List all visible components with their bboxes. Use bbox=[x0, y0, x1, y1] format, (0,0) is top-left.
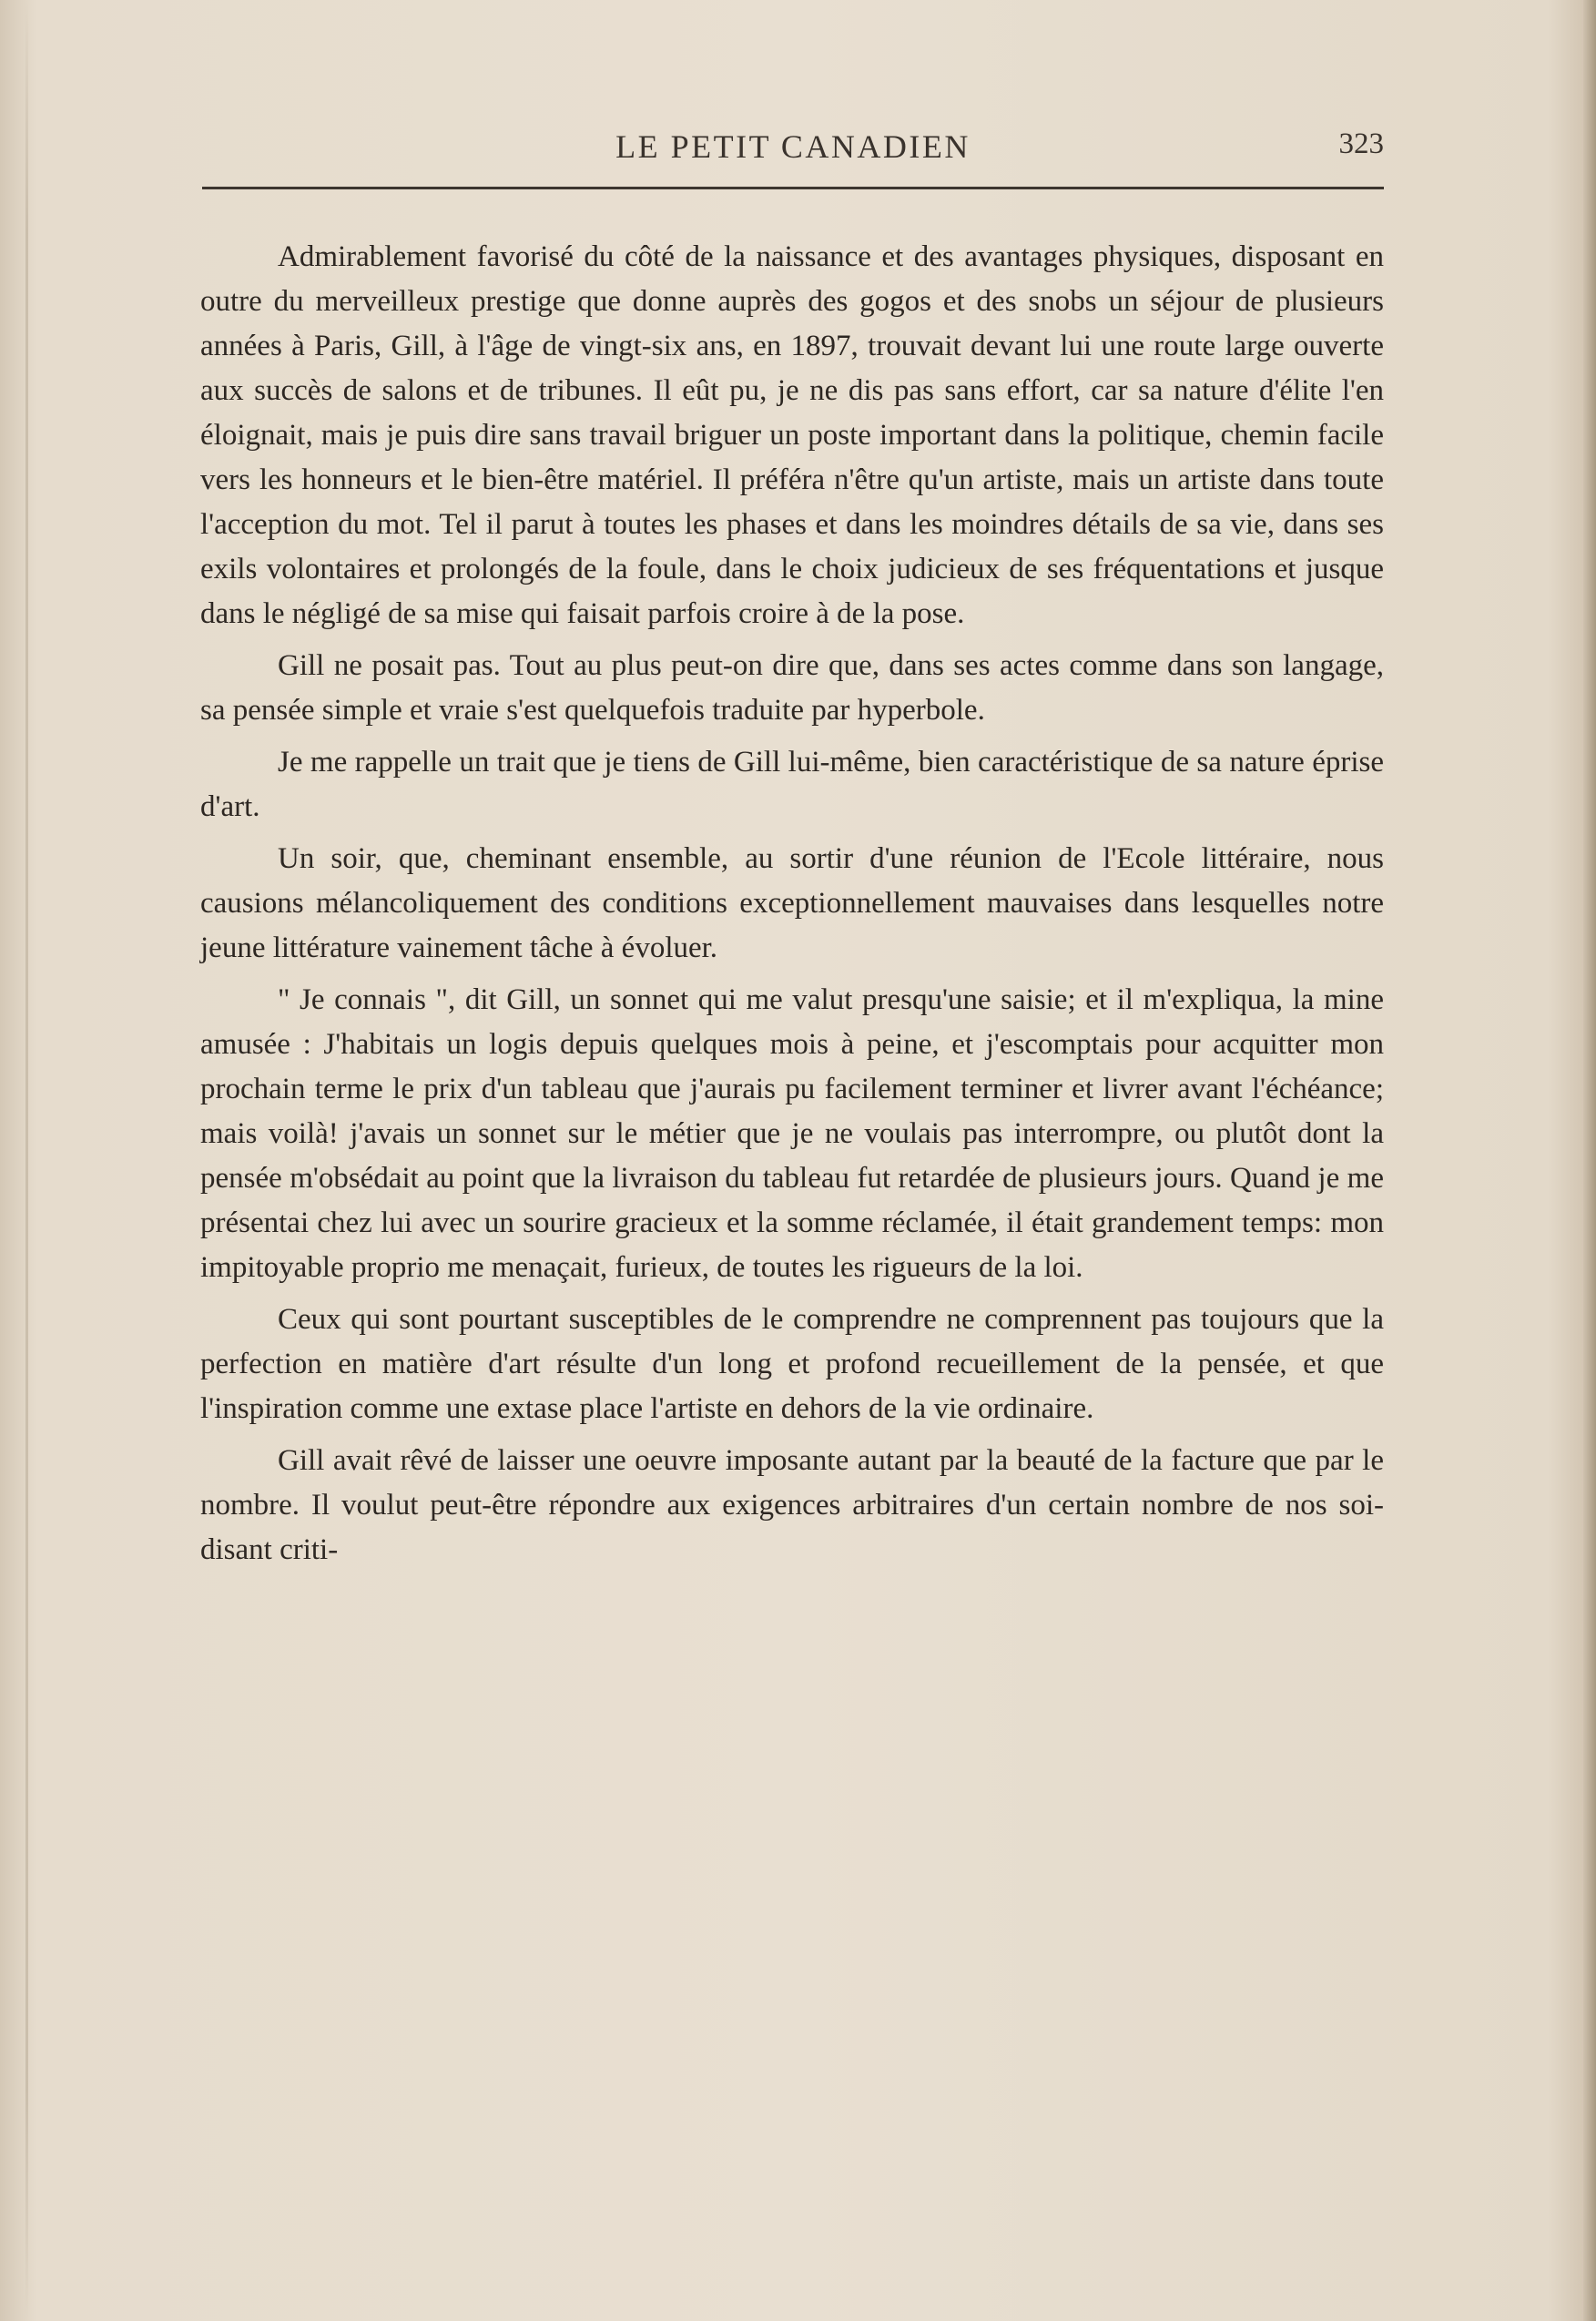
paragraph: Gill ne posait pas. Tout au plus peut-on dire que, dans ses actes comme dans son langage, sa pensée simple et vraie s'est quelquefois traduite par hyperbole. bbox=[200, 649, 1384, 727]
paragraph: Admirablement favorisé du côté de la naissance et des avantages physiques, disposant en outre du merveilleux prestige que donne auprès des gogos et des snobs un séjour de plusieurs années à Paris, Gill, à l'âge de vingt-six ans, en 1897, trouvait devant lui une route large ouverte aux succès de salons et de tribunes. Il eût pu, je ne dis pas sans effort, car sa nature d'élite l'en éloignait, mais je puis dire sans travail briguer un poste important dans la politique, chemin facile vers les honneurs et le bien-être matériel. Il préféra n'être qu'un artiste, mais un artiste dans toute l'acception du mot. Tel il parut à toutes les phases et dans les moindres détails de sa vie, dans ses exils volontaires et prolongés de la foule, dans le choix judicieux de ses fréquentations et jusque dans le négligé de sa mise qui faisait parfois croire à de la pose. bbox=[200, 240, 1384, 630]
paragraph: Un soir, que, cheminant ensemble, au sortir d'une réunion de l'Ecole littéraire, nous causions mélancoliquement des conditions exceptionnellement mauvaises dans lesquelles notre jeune littérature vainement tâche à évoluer. bbox=[200, 842, 1384, 964]
page-shadow-left bbox=[25, 0, 28, 2321]
page-number: 323 bbox=[1338, 127, 1384, 160]
running-header bbox=[202, 127, 1384, 182]
paragraph: " Je connais ", dit Gill, un sonnet qui me valut presqu'une saisie; et il m'expliqua, la mine amusée : J'habitais un logis depuis quelques mois à peine, et j'escomptais pour acquitter mon prochain terme le prix d'un tableau que j'aurais pu facilement terminer et livrer avant l'échéance; mais voilà! j'avais un sonnet sur le métier que je ne voulais pas interrompre, ou plutôt dont la pensée m'obsédait au point que la livraison du tableau fut retardée de plusieurs jours. Quand je me présentai chez lui avec un sourire gracieux et la somme réclamée, il était grandement temps: mon impitoyable proprio me menaçait, furieux, de toutes les rigueurs de la loi. bbox=[200, 983, 1384, 1284]
page-edge-right bbox=[1583, 0, 1596, 2321]
header-rule bbox=[202, 187, 1384, 189]
running-title: LE PETIT CANADIEN bbox=[615, 128, 971, 165]
paragraph: Ceux qui sont pourtant susceptibles de le comprendre ne comprennent pas toujours que la perfection en matière d'art résulte d'un long et profond recueillement de la pensée, et que l'inspiration comme une extase place l'artiste en dehors de la vie ordinaire. bbox=[200, 1303, 1384, 1425]
body-text bbox=[200, 235, 1384, 1580]
paragraph: Je me rappelle un trait que je tiens de Gill lui-même, bien caractéristique de sa nature éprise d'art. bbox=[200, 746, 1384, 823]
paragraph: Gill avait rêvé de laisser une oeuvre imposante autant par la beauté de la facture que par le nombre. Il voulut peut-être répondre aux exigences arbitraires d'un certain nombre de nos soi-disant criti- bbox=[200, 1444, 1384, 1566]
